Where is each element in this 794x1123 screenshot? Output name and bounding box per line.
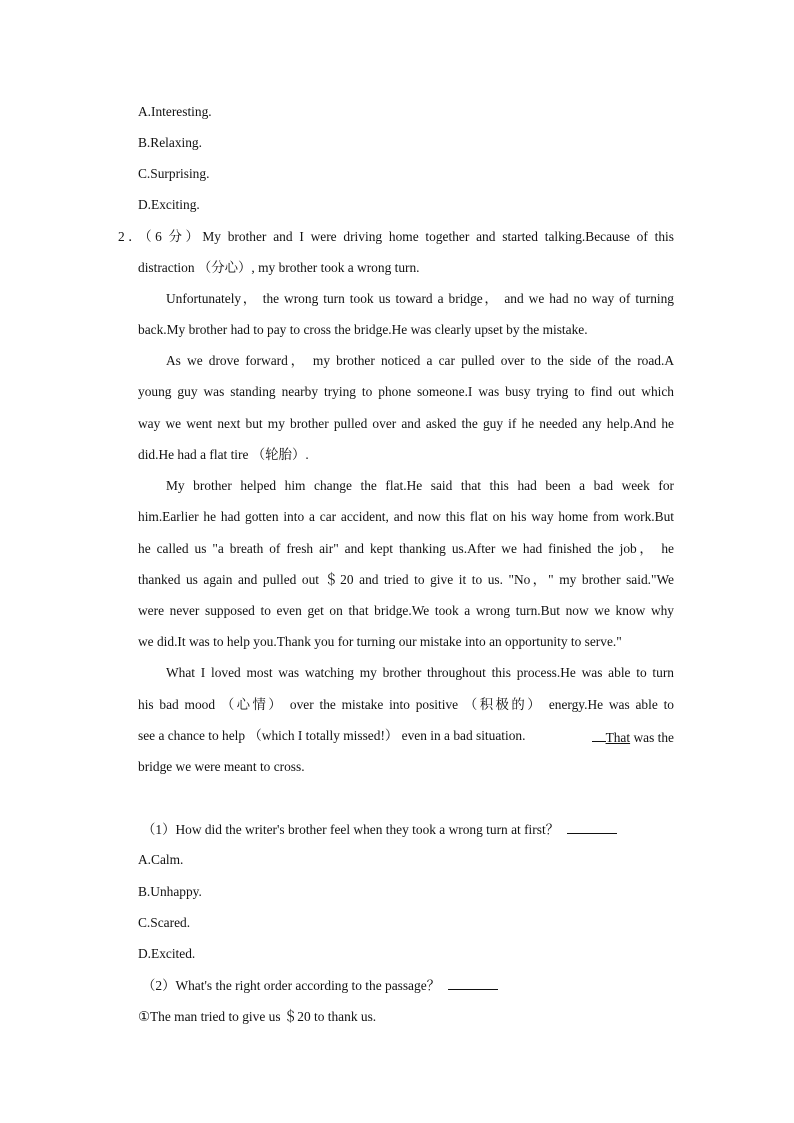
passage-text: see a chance to help （which I totally missed!） even in a bad situation. bbox=[138, 728, 526, 743]
passage-line: did.He had a flat tire （轮胎）. bbox=[138, 447, 309, 462]
passage-line: we did.It was to help you.Thank you for turning our mistake into an opportunity to serve." bbox=[138, 634, 622, 649]
passage-line: him.Earlier he had gotten into a car accident, and now this flat on his way home from work.But bbox=[138, 509, 674, 524]
sub-question-1-text: （1）How did the writer's brother feel when they took a wrong turn at first？ bbox=[142, 822, 560, 837]
passage-line: Unfortunately， the wrong turn took us toward a bridge， and we had no way of turning bbox=[166, 291, 674, 306]
sub-question-2 bbox=[142, 977, 674, 994]
answer-blank[interactable] bbox=[448, 977, 498, 990]
passage-line: young guy was standing nearby trying to phone someone.I was busy trying to find out which bbox=[138, 384, 674, 399]
passage-line: way we went next but my brother pulled over and asked the guy if he needed any help.And he bbox=[138, 416, 674, 431]
sub-question-1 bbox=[142, 821, 674, 838]
passage-line: thanked us again and pulled out ＄20 and tried to give it to us. "No，" my brother said."We bbox=[138, 572, 674, 587]
passage-line: bridge we were meant to cross. bbox=[138, 759, 305, 774]
passage-line bbox=[138, 728, 674, 746]
passage-line: My brother helped him change the flat.He said that this had been a bad week for bbox=[166, 478, 674, 493]
q1-option-c: C.Surprising. bbox=[138, 166, 210, 181]
passage-text-tail bbox=[592, 728, 674, 746]
answer-blank[interactable] bbox=[567, 821, 617, 834]
sub1-option-c: C.Scared. bbox=[138, 915, 191, 930]
sub1-option-b: B.Unhappy. bbox=[138, 884, 202, 899]
sub1-option-a: A.Calm. bbox=[138, 852, 184, 867]
passage-line: distraction （分心）, my brother took a wrong turn. bbox=[138, 260, 420, 275]
passage-text: was the bbox=[630, 730, 674, 745]
passage-line: his bad mood （心情） over the mistake into positive （积极的） energy.He was able to bbox=[138, 697, 674, 712]
underlined-word: That bbox=[605, 730, 631, 745]
q1-option-b: B.Relaxing. bbox=[138, 135, 202, 150]
sub-question-2-text: （2）What's the right order according to the passage？ bbox=[142, 978, 441, 993]
passage-line: he called us "a breath of fresh air" and kept thanking us.After we had finished the job， he bbox=[138, 541, 674, 556]
order-item-1: ①The man tried to give us ＄20 to thank us. bbox=[138, 1009, 377, 1024]
passage-line: As we drove forward， my brother noticed a car pulled over to the side of the road.A bbox=[166, 353, 674, 368]
q1-option-d: D.Exciting. bbox=[138, 197, 200, 212]
passage-line: were never supposed to even get on that bridge.We took a wrong turn.But now we know why bbox=[138, 603, 674, 618]
question-2-header: 2．（6 分）My brother and I were driving home together and started talking.Because of this bbox=[118, 229, 674, 244]
q1-option-a: A.Interesting. bbox=[138, 104, 212, 119]
passage-line: back.My brother had to pay to cross the bridge.He was clearly upset by the mistake. bbox=[138, 322, 588, 337]
passage-line: What I loved most was watching my brother throughout this process.He was able to turn bbox=[166, 665, 674, 680]
sub1-option-d: D.Excited. bbox=[138, 946, 196, 961]
